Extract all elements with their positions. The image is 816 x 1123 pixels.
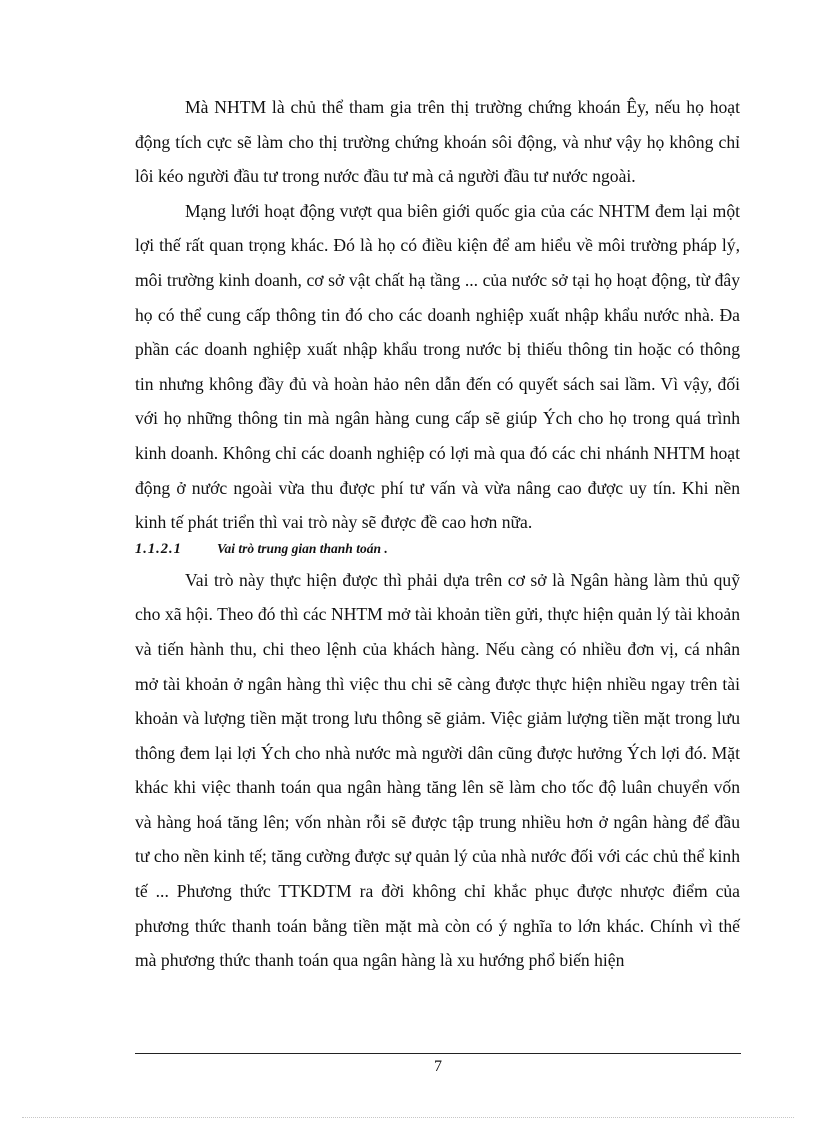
page-number: 7 [434,1058,442,1075]
section-number: 1.1.2.1 [135,540,182,557]
page-break-divider [22,1117,794,1118]
paragraph-network-advantage: Mạng lưới hoạt động vượt qua biên giới quốc gia của các NHTM đem lại một lợi thế rất quan trọng khác. Đó là họ có điều kiện để am hiểu về môi trường pháp lý, môi trường kinh doanh, cơ sở vật chất hạ tầng ... của nước sở tại họ hoạt động, từ đây họ có thể cung cấp thông tin đó cho các doanh nghiệp xuất nhập khẩu nước nhà. Đa phần các doanh nghiệp xuất nhập khẩu trong nước bị thiếu thông tin hoặc có thông tin nhưng không đầy đủ và hoàn hảo nên dẫn đến có quyết sách sai lầm. Vì vậy, đối với họ những thông tin mà ngân hàng cung cấp sẽ giúp Ých cho họ trong quá trình kinh doanh. Không chỉ các doanh nghiệp có lợi mà qua đó các chi nhánh NHTM hoạt động ở nước ngoài vừa thu được phí tư vấn và vừa nâng cao được uy tín. Khi nền kinh tế phát triển thì vai trò này sẽ được đề cao hơn nữa. [135,200,740,533]
body-text [135,90,740,978]
paragraph-payment-role: Vai trò này thực hiện được thì phải dựa trên cơ sở là Ngân hàng làm thủ quỹ cho xã hội. Theo đó thì các NHTM mở tài khoản tiền gửi, thực hiện quản lý tài khoản và tiến hành thu, chi theo lệnh của khách hàng. Nếu càng có nhiều đơn vị, cá nhân mở tài khoản ở ngân hàng thì việc thu chi sẽ càng được thực hiện nhiều ngay trên tài khoản và lượng tiền mặt trong lưu thông sẽ giảm. Việc giảm lượng tiền mặt trong lưu thông đem lại lợi Ých cho nhà nước mà người dân cũng được hưởng Ých lợi đó. Mặt khác khi việc thanh toán qua ngân hàng tăng lên sẽ làm cho tốc độ luân chuyển vốn và hàng hoá tăng lên; vốn nhàn rỗi sẽ được tập trung nhiều hơn ở ngân hàng để đầu tư cho nền kinh tế; tăng cường được sự quản lý của nhà nước đối với các chủ thể kinh tế ... Phương thức TTKDTM ra đời không chỉ khắc phục được nhược điểm của phương thức thanh toán bằng tiền mặt mà còn có ý nghĩa to lớn khác. Chính vì thế mà phương thức thanh toán qua ngân hàng là xu hướng phổ biến hiện [135,569,740,971]
paragraph-market-role: Mà NHTM là chủ thể tham gia trên thị trường chứng khoán Êy, nếu họ hoạt động tích cực sẽ làm cho thị trường chứng khoán sôi động, và như vậy họ không chỉ lôi kéo người đầu tư trong nước đầu tư mà cả người đầu tư nước ngoài. [135,97,740,187]
section-title: Vai trò trung gian thanh toán . [217,540,388,556]
footer-divider [135,1053,741,1054]
